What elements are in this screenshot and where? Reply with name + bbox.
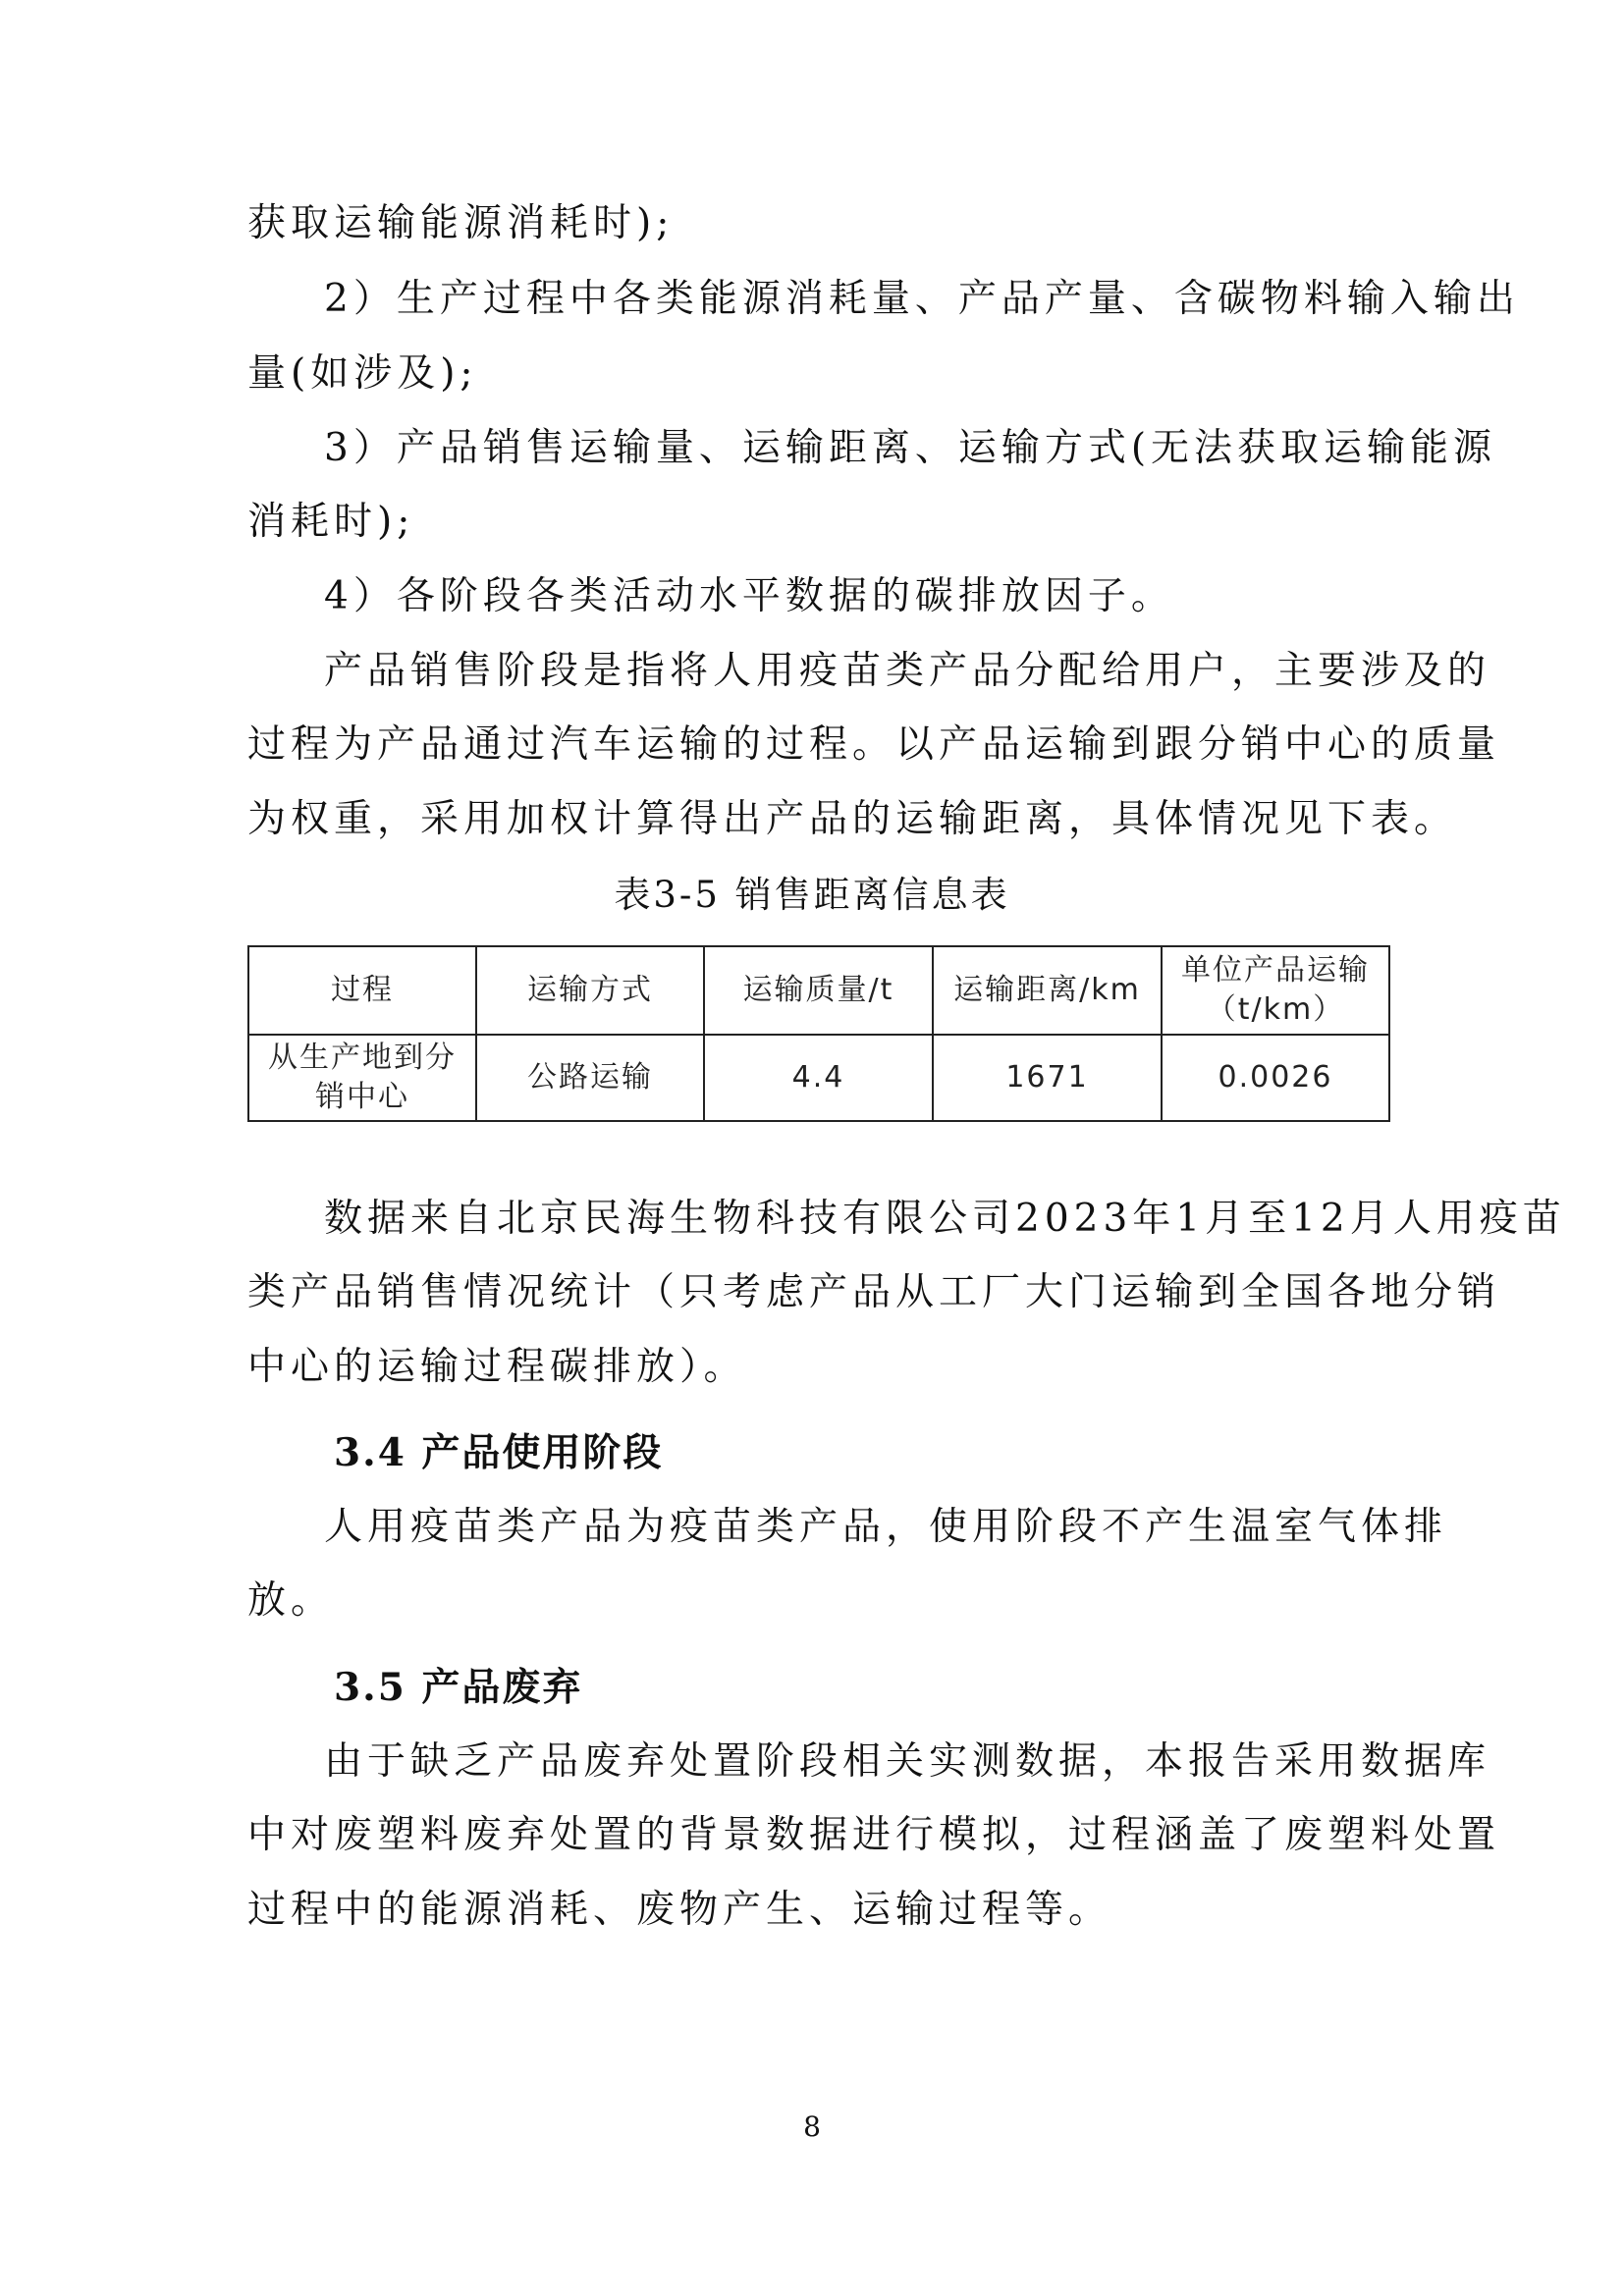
paragraph-line: 3）产品销售运输量、运输距离、运输方式(无法获取运输能源: [324, 426, 1497, 470]
paragraph-line: 为权重，采用加权计算得出产品的运输距离，具体情况见下表。: [247, 797, 1458, 841]
cell-process: [248, 1035, 476, 1121]
paragraph-line: 类产品销售情况统计（只考虑产品从工厂大门运输到全国各地分销: [247, 1270, 1501, 1314]
paragraph-line: 产品销售阶段是指将人用疫苗类产品分配给用户，主要涉及的: [324, 649, 1491, 693]
paragraph-line: 过程为产品通过汽车运输的过程。以产品运输到跟分销中心的质量: [247, 722, 1501, 767]
header-cell-unit-transport: [1162, 946, 1389, 1035]
paragraph-line: 放。: [247, 1578, 335, 1623]
cell-process-line2: 销中心: [315, 1080, 409, 1114]
paragraph-line: 由于缺乏产品废弃处置阶段相关实测数据，本报告采用数据库: [324, 1739, 1491, 1784]
table-caption: 表3-5 销售距离信息表: [614, 874, 1010, 916]
section-heading-3-5: 3.5 产品废弃: [334, 1665, 583, 1710]
paragraph-line: 中对废塑料废弃处置的背景数据进行模拟，过程涵盖了废塑料处置: [247, 1813, 1501, 1857]
table-row: [248, 1035, 1389, 1121]
cell-transport-mass: 4.4: [704, 1035, 933, 1121]
header-cell-transport-distance: 运输距离/km: [933, 946, 1162, 1035]
header-cell-unit-transport-line2: （t/km）: [1206, 992, 1345, 1027]
paragraph-line: 2）生产过程中各类能源消耗量、产品产量、含碳物料输入输出: [324, 277, 1520, 321]
page-number: 8: [803, 2110, 821, 2143]
header-cell-transport-mass: 运输质量/t: [704, 946, 933, 1035]
header-cell-transport-mode: 运输方式: [476, 946, 704, 1035]
table-header-row: [248, 946, 1389, 1035]
section-heading-3-4: 3.4 产品使用阶段: [334, 1430, 664, 1475]
paragraph-line: 人用疫苗类产品为疫苗类产品，使用阶段不产生温室气体排: [324, 1505, 1448, 1549]
cell-transport-mode: 公路运输: [476, 1035, 704, 1121]
header-cell-unit-transport-line1: 单位产品运输: [1181, 953, 1370, 988]
cell-process-line1: 从生产地到分: [268, 1041, 457, 1075]
paragraph-line: 数据来自北京民海生物科技有限公司2023年1月至12月人用疫苗: [324, 1197, 1566, 1241]
sales-distance-table: [247, 945, 1390, 1122]
paragraph-line: 消耗时);: [247, 500, 415, 544]
cell-transport-distance: 1671: [933, 1035, 1162, 1121]
paragraph-line: 获取运输能源消耗时);: [247, 201, 675, 245]
paragraph-line: 量(如涉及);: [247, 351, 478, 396]
paragraph-line: 4）各阶段各类活动水平数据的碳排放因子。: [324, 574, 1174, 618]
header-cell-process: 过程: [248, 946, 476, 1035]
cell-unit-transport: 0.0026: [1162, 1035, 1389, 1121]
paragraph-line: 中心的运输过程碳排放）。: [247, 1345, 747, 1389]
paragraph-line: 过程中的能源消耗、废物产生、运输过程等。: [247, 1888, 1112, 1932]
